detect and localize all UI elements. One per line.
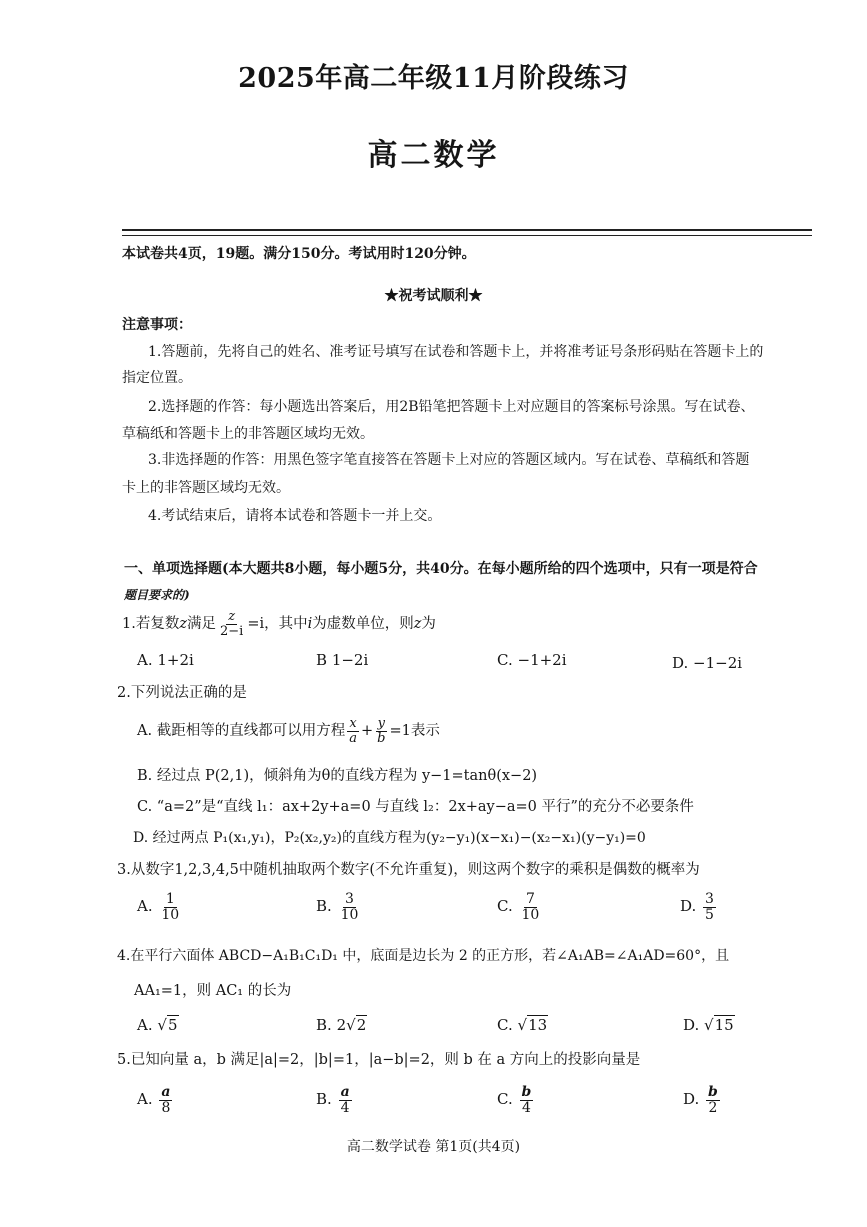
good-luck-banner: ★祝考试顺利★	[384, 288, 483, 304]
q3-option-c: C. $\frac{7}{10}$	[497, 891, 540, 923]
q2-option-c: C. “a=2”是“直线 l₁：ax+2y+a=0 与直线 l₂：2x+ay−a=0 平行”的充分不必要条件	[137, 799, 694, 815]
exam-title: 2025年高二年级11月阶段练习	[238, 63, 629, 94]
question-4-stem-cont: AA₁=1，则 AC₁ 的长为	[134, 983, 292, 999]
q4-option-a: A. √5	[137, 1016, 178, 1034]
header-rule	[122, 229, 812, 231]
page-footer: 高二数学试卷 第1页(共4页)	[346, 1139, 521, 1155]
question-5-stem: 5.已知向量 a，b 满足|a|=2，|b|=1，|a−b|=2，则 b 在 a 方向上的投影向量是	[117, 1052, 641, 1068]
q1-option-b: B 1−2i	[316, 651, 369, 669]
note-line: 卡上的非答题区域均无效。	[122, 480, 290, 496]
header-rule-thin	[122, 235, 812, 236]
q4-option-d: D. √15	[683, 1016, 734, 1034]
subject-title: 高二数学	[367, 138, 500, 173]
q3-option-a: A. $\frac{1}{10}$	[137, 891, 180, 923]
q1-option-a: A. 1+2i	[137, 651, 194, 669]
q1-option-d: D. −1−2i	[672, 654, 743, 672]
question-4-stem: 4.在平行六面体 ABCD−A₁B₁C₁D₁ 中，底面是边长为 2 的正方形，若∠A₁AB=∠A₁AD=60°，且	[117, 948, 730, 964]
exam-meta: 本试卷共4页，19题。满分150分。考试用时120分钟。	[122, 246, 476, 262]
notes-heading: 注意事项：	[122, 317, 192, 333]
note-line: 2.选择题的作答：每小题选出答案后，用2B铅笔把答题卡上对应题目的答案标号涂黑。写在试卷、	[148, 399, 755, 415]
note-line: 4.考试结束后，请将本试卷和答题卡一并上交。	[148, 508, 442, 524]
q5-option-c: C. $\frac{b}{4}$	[497, 1084, 532, 1116]
note-line: 3.非选择题的作答：用黑色签字笔直接答在答题卡上对应的答题区域内。写在试卷、草稿纸和答题	[148, 452, 750, 468]
q4-option-b: B. 2√2	[316, 1016, 367, 1034]
question-3-stem: 3.从数字1,2,3,4,5中随机抽取两个数字(不允许重复)，则这两个数字的乘积是偶数的概率为	[117, 862, 700, 878]
q5-option-d: D. $\frac{b}{2}$	[683, 1084, 718, 1116]
question-1-stem: 1.若复数z满足 $\frac{z}{2-i}$ =i，其中i为虚数单位，则z为	[122, 609, 436, 639]
q2-option-b: B. 经过点 P(2,1)，倾斜角为θ的直线方程为 y−1=tanθ(x−2)	[137, 768, 538, 784]
q1-option-c: C. −1+2i	[497, 651, 567, 669]
q2-option-a: A. 截距相等的直线都可以用方程 $\frac{x}{a}$ + $\frac{y}{b}$ =1表示	[137, 716, 440, 746]
q3-option-d: D. $\frac{3}{5}$	[680, 891, 714, 923]
note-line: 草稿纸和答题卡上的非答题区域均无效。	[122, 426, 374, 442]
section-title-cont: 题目要求的)	[124, 588, 190, 602]
q4-option-c: C. √13	[497, 1016, 548, 1034]
q5-option-a: A. $\frac{a}{8}$	[137, 1084, 171, 1116]
section-title: 一、单项选择题(本大题共8小题，每小题5分，共40分。在每小题所给的四个选项中，只有一项是符合	[124, 561, 758, 577]
note-line: 1.答题前，先将自己的姓名、准考证号填写在试卷和答题卡上，并将准考证号条形码贴在答题卡上的	[148, 344, 764, 360]
note-line: 指定位置。	[122, 370, 192, 386]
q3-option-b: B. $\frac{3}{10}$	[316, 891, 359, 923]
q5-option-b: B. $\frac{a}{4}$	[316, 1084, 350, 1116]
question-2-stem: 2.下列说法正确的是	[117, 685, 247, 701]
q2-option-d: D. 经过两点 P₁(x₁,y₁)，P₂(x₂,y₂)的直线方程为(y₂−y₁)(x−x₁)−(x₂−x₁)(y−y₁)=0	[133, 830, 646, 846]
